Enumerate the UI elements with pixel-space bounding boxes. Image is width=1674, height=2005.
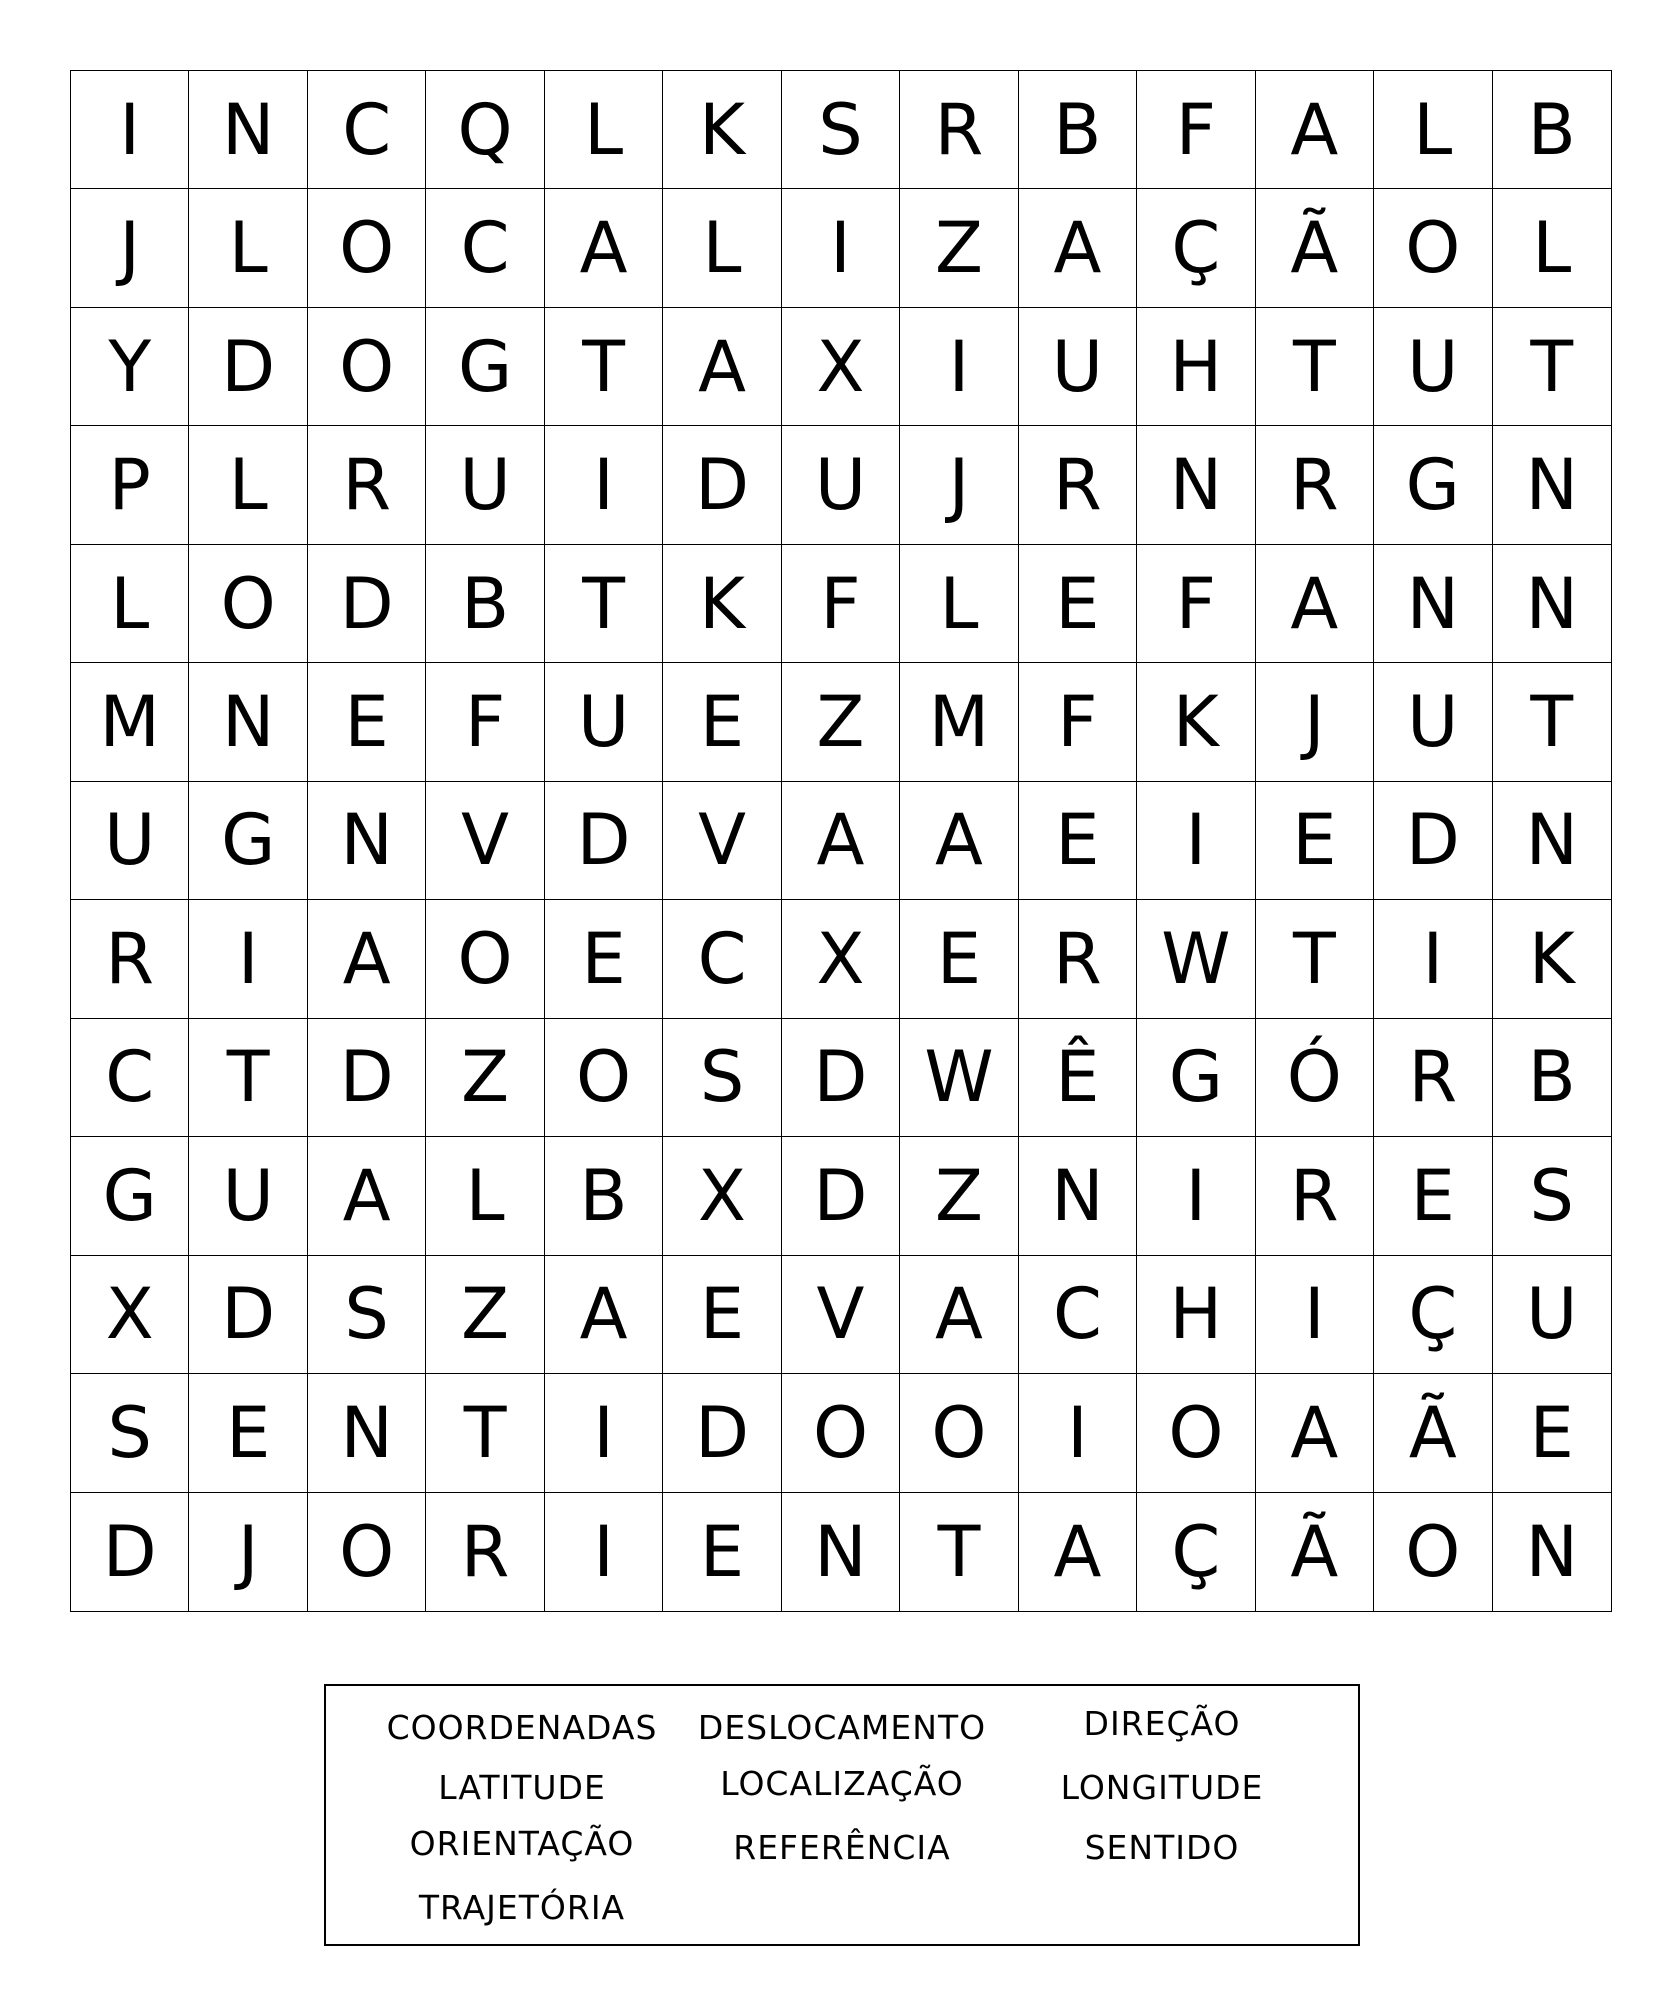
grid-cell[interactable]: T <box>900 1493 1018 1611</box>
grid-cell[interactable]: L <box>189 189 307 307</box>
grid-cell[interactable]: T <box>1256 900 1374 1018</box>
grid-cell[interactable]: A <box>1256 1374 1374 1492</box>
grid-cell[interactable]: A <box>1019 1493 1137 1611</box>
grid-cell[interactable]: D <box>545 782 663 900</box>
grid-cell[interactable]: R <box>900 71 1018 189</box>
grid-cell[interactable]: Z <box>782 663 900 781</box>
grid-cell[interactable]: T <box>1256 308 1374 426</box>
grid-cell[interactable]: I <box>545 1374 663 1492</box>
grid-cell[interactable]: O <box>426 900 544 1018</box>
grid-cell[interactable]: D <box>308 1019 426 1137</box>
grid-cell[interactable]: N <box>1374 545 1492 663</box>
grid-cell[interactable]: C <box>1019 1256 1137 1374</box>
grid-cell[interactable]: R <box>1374 1019 1492 1137</box>
grid-cell[interactable]: L <box>426 1137 544 1255</box>
grid-cell[interactable]: I <box>545 426 663 544</box>
grid-cell[interactable]: U <box>1493 1256 1611 1374</box>
grid-cell[interactable]: A <box>545 189 663 307</box>
grid-cell[interactable]: D <box>308 545 426 663</box>
grid-cell[interactable]: W <box>900 1019 1018 1137</box>
grid-cell[interactable]: E <box>1019 545 1137 663</box>
grid-cell[interactable]: A <box>1256 71 1374 189</box>
grid-cell[interactable]: O <box>308 189 426 307</box>
grid-cell[interactable]: O <box>308 308 426 426</box>
grid-cell[interactable]: H <box>1137 308 1255 426</box>
grid-cell[interactable]: D <box>189 308 307 426</box>
grid-cell[interactable]: J <box>1256 663 1374 781</box>
grid-cell[interactable]: G <box>426 308 544 426</box>
grid-cell[interactable]: M <box>900 663 1018 781</box>
grid-cell[interactable]: U <box>1374 663 1492 781</box>
grid-cell[interactable]: A <box>308 1137 426 1255</box>
grid-cell[interactable]: T <box>426 1374 544 1492</box>
grid-cell[interactable]: Z <box>900 189 1018 307</box>
word-bank-item: COORDENADAS <box>386 1708 658 1747</box>
grid-cell[interactable]: Y <box>71 308 189 426</box>
grid-cell[interactable]: U <box>426 426 544 544</box>
grid-cell[interactable]: U <box>1374 308 1492 426</box>
grid-cell[interactable]: S <box>71 1374 189 1492</box>
grid-cell[interactable]: N <box>1493 545 1611 663</box>
grid-cell[interactable]: F <box>426 663 544 781</box>
grid-cell[interactable]: G <box>1374 426 1492 544</box>
grid-cell[interactable]: B <box>545 1137 663 1255</box>
grid-cell[interactable]: F <box>1019 663 1137 781</box>
word-bank-item: REFERÊNCIA <box>733 1828 951 1867</box>
grid-cell[interactable]: E <box>1256 782 1374 900</box>
grid-cell[interactable]: I <box>189 900 307 1018</box>
grid-cell[interactable]: I <box>1019 1374 1137 1492</box>
word-bank-item: LATITUDE <box>438 1768 606 1807</box>
grid-cell[interactable]: E <box>545 900 663 1018</box>
grid-cell[interactable]: E <box>189 1374 307 1492</box>
grid-cell[interactable]: L <box>189 426 307 544</box>
grid-cell[interactable]: L <box>1374 71 1492 189</box>
grid-cell[interactable]: R <box>1256 1137 1374 1255</box>
grid-cell[interactable]: L <box>1493 189 1611 307</box>
grid-cell[interactable]: S <box>782 71 900 189</box>
grid-cell[interactable]: I <box>1137 1137 1255 1255</box>
grid-cell[interactable]: Ç <box>1374 1256 1492 1374</box>
grid-cell[interactable]: T <box>189 1019 307 1137</box>
grid-cell[interactable]: Z <box>426 1256 544 1374</box>
grid-cell[interactable]: C <box>308 71 426 189</box>
word-bank-item: DIREÇÃO <box>1083 1704 1241 1743</box>
grid-cell[interactable]: G <box>1137 1019 1255 1137</box>
grid-cell[interactable]: N <box>308 1374 426 1492</box>
grid-cell[interactable]: I <box>1374 900 1492 1018</box>
grid-cell[interactable]: B <box>426 545 544 663</box>
grid-cell[interactable]: U <box>782 426 900 544</box>
grid-cell[interactable]: O <box>1137 1374 1255 1492</box>
grid-cell[interactable]: N <box>1019 1137 1137 1255</box>
grid-cell[interactable]: I <box>782 189 900 307</box>
grid-cell[interactable]: F <box>782 545 900 663</box>
grid-cell[interactable]: C <box>426 189 544 307</box>
grid-cell[interactable]: Ê <box>1019 1019 1137 1137</box>
word-bank-item: DESLOCAMENTO <box>697 1708 987 1747</box>
grid-cell[interactable]: M <box>71 663 189 781</box>
grid-cell[interactable]: Ó <box>1256 1019 1374 1137</box>
grid-cell[interactable]: I <box>1256 1256 1374 1374</box>
grid-cell[interactable]: L <box>900 545 1018 663</box>
grid-cell[interactable]: N <box>189 663 307 781</box>
grid-cell[interactable]: Z <box>900 1137 1018 1255</box>
word-bank-item: TRAJETÓRIA <box>418 1888 626 1927</box>
grid-cell[interactable]: B <box>1019 71 1137 189</box>
grid-cell[interactable]: E <box>663 1256 781 1374</box>
grid-cell[interactable]: O <box>189 545 307 663</box>
grid-cell[interactable]: U <box>71 782 189 900</box>
grid-cell[interactable]: E <box>663 663 781 781</box>
grid-cell[interactable]: B <box>1493 71 1611 189</box>
word-search-grid <box>70 70 1612 1612</box>
grid-cell[interactable]: D <box>71 1493 189 1611</box>
grid-cell[interactable]: I <box>900 308 1018 426</box>
grid-cell[interactable]: R <box>1019 900 1137 1018</box>
grid-cell[interactable]: D <box>782 1019 900 1137</box>
grid-cell[interactable]: O <box>782 1374 900 1492</box>
grid-cell[interactable]: N <box>1493 782 1611 900</box>
word-bank <box>324 1684 1360 1946</box>
grid-cell[interactable]: I <box>71 71 189 189</box>
grid-cell[interactable]: E <box>1374 1137 1492 1255</box>
grid-cell[interactable]: O <box>545 1019 663 1137</box>
grid-cell[interactable]: D <box>663 1374 781 1492</box>
grid-cell[interactable]: A <box>782 782 900 900</box>
grid-cell[interactable]: L <box>545 71 663 189</box>
grid-cell[interactable]: F <box>1137 71 1255 189</box>
grid-cell[interactable]: N <box>1493 426 1611 544</box>
grid-cell[interactable]: X <box>782 900 900 1018</box>
grid-cell[interactable]: T <box>545 545 663 663</box>
grid-cell[interactable]: J <box>71 189 189 307</box>
grid-cell[interactable]: N <box>1525 1510 1578 1593</box>
grid-cell[interactable]: R <box>1256 426 1374 544</box>
grid-cell[interactable]: O <box>900 1374 1018 1492</box>
grid-cell[interactable]: U <box>1019 308 1137 426</box>
grid-cell[interactable]: A <box>308 900 426 1018</box>
grid-cell[interactable]: D <box>1374 782 1492 900</box>
grid-cell[interactable]: E <box>308 663 426 781</box>
grid-cell[interactable]: F <box>1137 545 1255 663</box>
word-bank-item: ORIENTAÇÃO <box>409 1824 635 1863</box>
grid-cell[interactable]: A <box>1256 545 1374 663</box>
grid-cell[interactable]: V <box>426 782 544 900</box>
grid-cell[interactable]: V <box>663 782 781 900</box>
word-bank-item: LONGITUDE <box>1060 1768 1264 1807</box>
grid-cell[interactable]: E <box>1493 1374 1611 1492</box>
grid-cell[interactable]: X <box>71 1256 189 1374</box>
grid-cell[interactable]: Ç <box>1137 189 1255 307</box>
grid-cell[interactable]: T <box>1493 663 1611 781</box>
grid-cell[interactable]: U <box>545 663 663 781</box>
grid-cell[interactable]: C <box>71 1019 189 1137</box>
grid-cell[interactable]: L <box>663 189 781 307</box>
grid-cell[interactable]: O <box>308 1493 426 1611</box>
grid-cell[interactable]: N <box>1137 426 1255 544</box>
grid-cell[interactable]: N <box>189 71 307 189</box>
grid-cell[interactable]: Ç <box>1137 1493 1255 1611</box>
grid-cell[interactable]: S <box>1493 1137 1611 1255</box>
grid-cell[interactable]: S <box>663 1019 781 1137</box>
grid-cell[interactable]: A <box>900 1256 1018 1374</box>
grid-cell[interactable]: X <box>782 308 900 426</box>
grid-cell[interactable]: A <box>663 308 781 426</box>
grid-cell[interactable]: A <box>1019 189 1137 307</box>
grid-cell[interactable]: Z <box>426 1019 544 1137</box>
grid-cell[interactable]: B <box>1493 1019 1611 1137</box>
grid-cell[interactable]: E <box>900 900 1018 1018</box>
grid-cell[interactable]: T <box>545 308 663 426</box>
grid-cell[interactable]: I <box>1137 782 1255 900</box>
grid-cell[interactable]: O <box>1374 189 1492 307</box>
grid-cell[interactable]: U <box>189 1137 307 1255</box>
word-bank-item: SENTIDO <box>1084 1828 1240 1867</box>
grid-cell[interactable]: J <box>900 426 1018 544</box>
grid-cell[interactable]: K <box>663 545 781 663</box>
grid-cell[interactable]: S <box>308 1256 426 1374</box>
grid-cell[interactable]: I <box>545 1493 663 1611</box>
grid-cell[interactable]: R <box>308 426 426 544</box>
grid-cell[interactable]: Ã <box>1256 1493 1374 1611</box>
grid-cell[interactable]: G <box>71 1137 189 1255</box>
grid-cell[interactable]: Q <box>426 71 544 189</box>
grid-cell[interactable]: C <box>663 900 781 1018</box>
grid-cell[interactable]: K <box>663 71 781 189</box>
grid-cell[interactable]: R <box>1019 426 1137 544</box>
grid-cell[interactable]: N <box>308 782 426 900</box>
grid-cell[interactable]: E <box>663 1493 781 1611</box>
grid-cell[interactable]: Ã <box>1256 189 1374 307</box>
grid-cell[interactable]: D <box>782 1137 900 1255</box>
grid-cell[interactable]: X <box>663 1137 781 1255</box>
grid-cell[interactable]: R <box>71 900 189 1018</box>
grid-cell[interactable]: D <box>189 1256 307 1374</box>
grid-cell[interactable]: J <box>189 1493 307 1611</box>
grid-cell[interactable]: D <box>663 426 781 544</box>
grid-cell[interactable]: G <box>189 782 307 900</box>
grid-cell[interactable]: W <box>1137 900 1255 1018</box>
grid-cell[interactable]: A <box>900 782 1018 900</box>
grid-cell[interactable]: K <box>1137 663 1255 781</box>
grid-cell[interactable]: P <box>71 426 189 544</box>
grid-cell[interactable]: A <box>545 1256 663 1374</box>
grid-cell[interactable]: L <box>71 545 189 663</box>
grid-cell[interactable]: V <box>782 1256 900 1374</box>
grid-cell[interactable]: E <box>1019 782 1137 900</box>
grid-cell[interactable]: Ã <box>1374 1374 1492 1492</box>
grid-cell[interactable]: T <box>1493 308 1611 426</box>
grid-cell[interactable]: H <box>1137 1256 1255 1374</box>
grid-cell[interactable]: R <box>426 1493 544 1611</box>
grid-cell[interactable]: K <box>1493 900 1611 1018</box>
grid-cell[interactable]: O <box>1374 1493 1492 1611</box>
word-bank-item: LOCALIZAÇÃO <box>720 1764 964 1803</box>
grid-cell[interactable]: N <box>782 1493 900 1611</box>
